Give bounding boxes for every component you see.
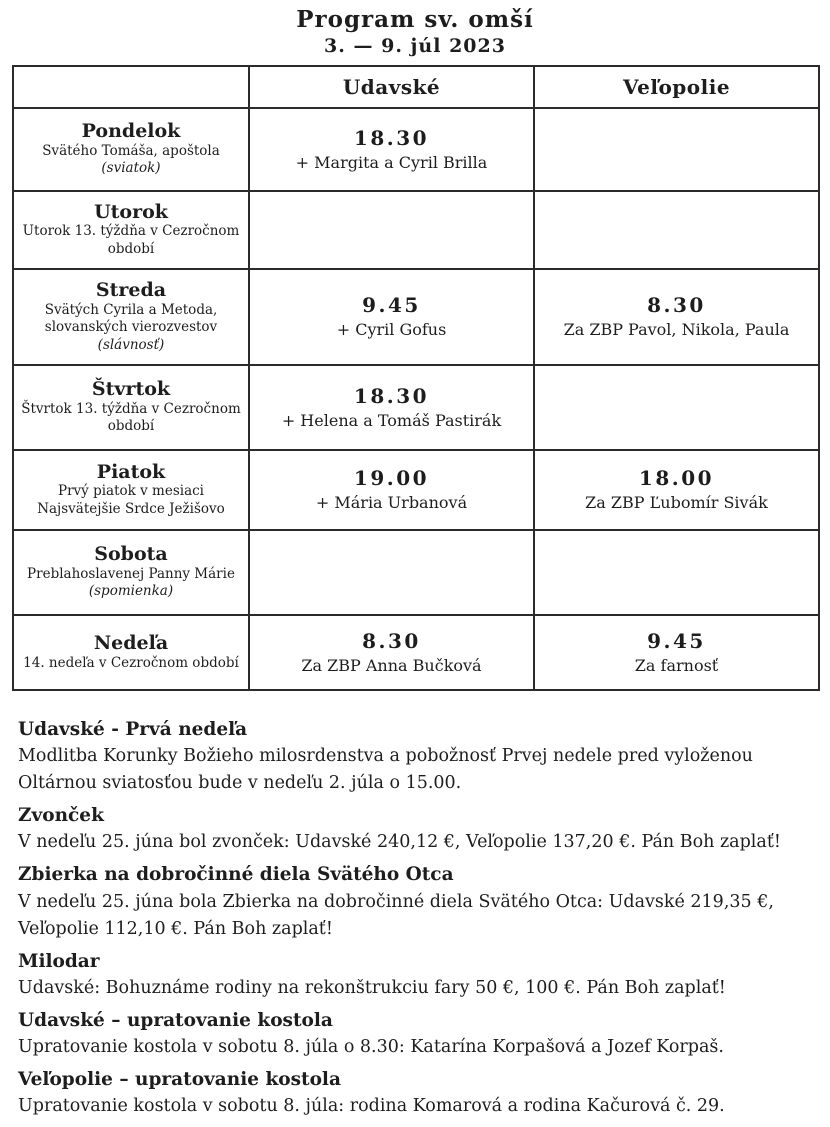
mass-intention: Za ZBP Anna Bučková <box>301 655 482 675</box>
day-cell <box>13 365 249 450</box>
mass-time: 9.45 <box>647 628 706 653</box>
header-cell-udavske: Udavské <box>249 66 534 108</box>
day-subtitle: Utorok 13. týždňa v Cezročnom <box>22 223 240 240</box>
table-row <box>13 365 819 450</box>
velopolie-cell <box>534 365 819 450</box>
announcement-body: Upratovanie kostola v sobotu 8. júla: rodina Komarová a rodina Kačurová č. 29. <box>18 1096 725 1117</box>
header-cell-empty <box>13 66 249 108</box>
day-subtitle: slovanských vierozvestov <box>44 319 218 336</box>
announcements-section <box>18 718 816 1120</box>
day-subtitle: Preblahoslavenej Panny Márie <box>27 565 235 582</box>
mass-intention: + Cyril Gofus <box>336 320 447 340</box>
day-name: Piatok <box>96 460 166 483</box>
day-name: Nedeľa <box>93 631 169 654</box>
velopolie-cell <box>534 108 819 191</box>
day-name: Sobota <box>94 543 168 566</box>
page-subtitle: 3. — 9. júl 2023 <box>324 35 506 57</box>
day-subtitle: Svätých Cyrila a Metoda, <box>44 301 218 318</box>
announcement-heading: Veľopolie – upratovanie kostola <box>18 1069 341 1091</box>
announcement-heading: Udavské - Prvá nedeľa <box>18 719 248 740</box>
table-row <box>13 450 819 530</box>
velopolie-cell <box>534 530 819 615</box>
day-name: Streda <box>95 278 167 301</box>
announcement-body: V nedeľu 25. júna bol zvonček: Udavské 240,12 €, Veľopolie 137,20 €. Pán Boh zaplať! <box>18 832 781 853</box>
velopolie-cell <box>534 615 819 690</box>
udavske-cell <box>249 365 534 450</box>
day-cell <box>13 191 249 269</box>
mass-time: 18.30 <box>353 383 430 408</box>
mass-intention: + Mária Urbanová <box>315 493 468 513</box>
mass-schedule-table <box>12 65 820 691</box>
udavske-cell <box>249 530 534 615</box>
announcement-heading: Zbierka na dobročinné diela Svätého Otca <box>18 864 454 886</box>
day-subtitle: Štvrtok 13. týždňa v Cezročnom <box>21 400 241 417</box>
mass-intention: + Margita a Cyril Brilla <box>295 152 488 172</box>
velopolie-cell <box>534 191 819 269</box>
udavske-cell <box>249 615 534 690</box>
udavske-cell <box>249 191 534 269</box>
announcement-body: Udavské: Bohuznáme rodiny na rekonštrukciu fary 50 €, 100 €. Pán Boh zaplať! <box>18 977 726 998</box>
announcement-heading: Milodar <box>18 950 100 972</box>
day-cell <box>13 615 249 690</box>
announcement-heading: Zvonček <box>18 805 104 827</box>
table-header-row <box>13 66 819 108</box>
mass-intention: + Helena a Tomáš Pastirák <box>281 410 502 430</box>
announcement-body: Modlitba Korunky Božieho milosrdenstva a pobožnosť Prvej nedele pred vyloženou Oltárnou sviatosťou bude v nedeľu 2. júla o 15.00. <box>18 746 753 794</box>
mass-time: 8.30 <box>362 628 421 653</box>
day-subtitle: Prvý piatok v mesiaci <box>58 483 204 500</box>
mass-time: 18.00 <box>638 466 715 491</box>
day-subtitle: období <box>107 418 155 435</box>
page-title: Program sv. omší <box>296 6 534 33</box>
mass-intention: Za ZBP Pavol, Nikola, Paula <box>563 320 790 340</box>
velopolie-cell <box>534 269 819 365</box>
day-subtitle: Svätého Tomáša, apoštola <box>42 142 220 159</box>
day-note: (sviatok) <box>101 160 161 177</box>
day-name: Pondelok <box>81 120 181 143</box>
udavske-cell <box>249 108 534 191</box>
day-cell <box>13 450 249 530</box>
announcement-body: Upratovanie kostola v sobotu 8. júla o 8.30: Katarína Korpašová a Jozef Korpaš. <box>18 1036 724 1057</box>
table-row <box>13 530 819 615</box>
day-subtitle: 14. nedeľa v Cezročnom období <box>23 654 239 671</box>
mass-time: 8.30 <box>647 293 706 318</box>
table-row <box>13 191 819 269</box>
udavske-cell <box>249 269 534 365</box>
day-cell <box>13 530 249 615</box>
day-cell <box>13 108 249 191</box>
day-name: Štvrtok <box>91 378 171 401</box>
table-row <box>13 108 819 191</box>
day-name: Utorok <box>94 200 168 223</box>
table-row <box>13 615 819 690</box>
velopolie-cell <box>534 450 819 530</box>
mass-time: 18.30 <box>353 125 430 150</box>
header-cell-velopolie: Veľopolie <box>534 66 819 108</box>
day-subtitle: období <box>107 240 155 257</box>
day-subtitle: Najsvätejšie Srdce Ježišovo <box>37 500 225 517</box>
day-cell <box>13 269 249 365</box>
day-note: (spomienka) <box>88 583 174 600</box>
announcement-body: V nedeľu 25. júna bola Zbierka na dobročinné diela Svätého Otca: Udavské 219,35 €, Veľopolie 112,10 €. Pán Boh zaplať! <box>18 891 774 939</box>
mass-intention: Za farnosť <box>634 655 719 675</box>
mass-time: 19.00 <box>353 466 430 491</box>
day-note: (slávnosť) <box>97 336 165 353</box>
table-row <box>13 269 819 365</box>
mass-intention: Za ZBP Ľubomír Sivák <box>585 493 768 513</box>
udavske-cell <box>249 450 534 530</box>
mass-time: 9.45 <box>362 293 421 318</box>
announcement-heading: Udavské – upratovanie kostola <box>18 1009 333 1031</box>
